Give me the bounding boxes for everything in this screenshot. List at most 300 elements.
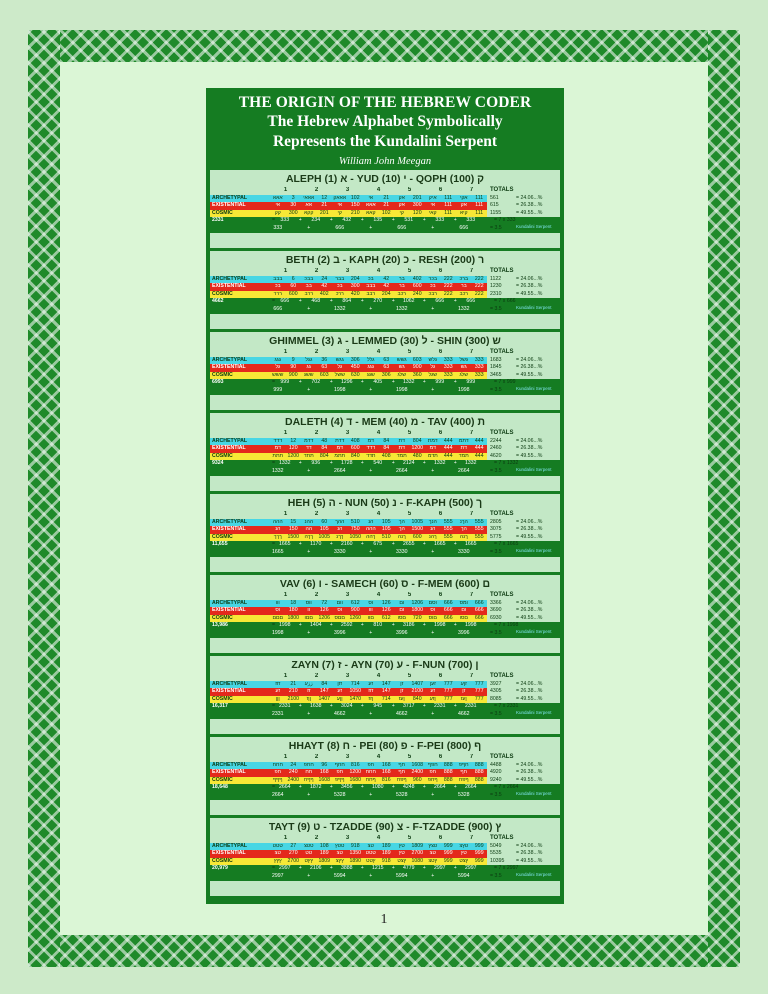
kundalini-value: 2664 — [457, 467, 470, 474]
column-number: 7 — [469, 349, 474, 355]
sum-value: 3888 — [340, 865, 353, 872]
sum-term — [339, 379, 370, 387]
hebrew-letters: הנ — [425, 526, 441, 534]
sum-term — [277, 217, 308, 225]
sum-term — [277, 703, 308, 711]
letter-value: 189 — [379, 843, 395, 851]
sum-term — [370, 541, 401, 549]
hebrew-letters: תמד — [456, 453, 472, 461]
letter-cell — [394, 850, 425, 858]
letter-value: 1890 — [349, 857, 362, 864]
document-card — [206, 88, 564, 904]
section-title: HHAYT (8) ח - PEI (80) פ - F-PEI (800) ף — [288, 740, 482, 752]
hebrew-letters: אאאק — [333, 194, 347, 201]
letter-value: 666 — [472, 615, 488, 623]
letter-value: 1680 — [349, 776, 362, 783]
letter-cell — [332, 438, 363, 446]
letter-value: 816 — [348, 762, 364, 770]
letter-value: 9 — [286, 357, 302, 365]
letter-value: 420 — [348, 291, 364, 299]
hebrew-letters: דמת — [425, 438, 441, 446]
section-title: GHIMMEL (3) ג - LEMMED (30) ל - SHIN (300) ש — [269, 335, 501, 347]
column-number: 4 — [376, 673, 381, 679]
row-label: COSMIC — [210, 777, 270, 785]
equals-sign: = — [271, 217, 276, 224]
hebrew-letters: זזז — [363, 688, 379, 696]
hebrew-letters: דדד — [270, 438, 286, 446]
letter-cell — [456, 688, 487, 696]
hebrew-letters: זן — [456, 688, 472, 696]
plus-sign: + — [307, 305, 311, 312]
hebrew-letters: ץצט — [456, 858, 472, 866]
sum-term — [308, 379, 339, 387]
letter-value: 2400 — [411, 769, 424, 776]
letter-cell — [270, 276, 301, 284]
letter-cell — [270, 534, 301, 542]
row-percentage: = 26.38...% — [516, 202, 543, 209]
kundalini-value: 333 — [273, 224, 283, 231]
column-number: 5 — [407, 592, 412, 598]
hebrew-letters: גל — [332, 364, 348, 372]
kundalini-label: Kundalini Serpent — [516, 385, 552, 391]
letter-cell — [332, 445, 363, 453]
hebrew-letters: טצ — [425, 850, 441, 858]
plus-sign: + — [329, 622, 333, 629]
sum-term — [432, 379, 463, 387]
letter-cell — [363, 850, 394, 858]
row-percentage: = 49.55...% — [516, 614, 543, 621]
cosmic-row — [210, 291, 560, 299]
letter-cell — [301, 688, 332, 696]
letter-value: 126 — [317, 607, 333, 615]
kundalini-term — [332, 468, 363, 476]
kundalini-value: 1332 — [457, 305, 470, 312]
hebrew-letters: ום — [456, 607, 472, 615]
doc-subtitle-line2: Represents the Kundalini Serpent — [272, 133, 498, 150]
letter-value: 612 — [348, 600, 364, 608]
letter-cell — [456, 364, 487, 372]
hebrew-letters: הך — [394, 519, 410, 527]
hebrew-letters: ףףח — [301, 777, 317, 785]
plus-sign: + — [369, 629, 373, 636]
sum-value: 1080 — [371, 784, 384, 791]
sum-term — [277, 379, 308, 387]
row-total: 2805 — [490, 518, 502, 525]
row-percentage: = 49.55...% — [516, 452, 543, 459]
sum-total-value: 4662 — [212, 298, 224, 305]
hebrew-letters: טטט — [363, 850, 379, 858]
table-section — [210, 332, 560, 410]
kundalini-ratio: = 3.5 — [490, 791, 502, 798]
letter-cell — [425, 843, 456, 851]
letter-cell — [301, 276, 332, 284]
column-number: 4 — [376, 187, 381, 193]
decorative-border-left — [28, 30, 60, 967]
plus-sign: + — [422, 865, 426, 872]
kundalini-value: 5994 — [333, 872, 346, 879]
column-number-cell — [425, 511, 456, 519]
kundalini-value: 5328 — [395, 791, 408, 798]
hebrew-letters: ששג — [301, 372, 317, 380]
hebrew-letters: חחח — [363, 769, 379, 777]
sum-term — [432, 784, 463, 792]
letter-cell — [270, 283, 301, 291]
letter-cell — [301, 438, 332, 446]
sum-term — [308, 460, 339, 468]
kundalini-term — [456, 225, 487, 233]
letter-value: 300 — [410, 202, 426, 210]
hebrew-letters: בבר — [332, 276, 348, 284]
hebrew-letters: גשל — [456, 357, 472, 365]
hebrew-letters: שלג — [394, 372, 410, 380]
plus-sign: + — [298, 865, 302, 872]
plus-sign: + — [431, 710, 435, 717]
kundalini-label: Kundalini Serpent — [516, 304, 552, 310]
row-label: EXISTENTIAL — [210, 688, 270, 696]
hebrew-letters: טץצ — [456, 843, 472, 851]
plus-sign: + — [369, 467, 373, 474]
sum-term — [401, 541, 432, 549]
sum-term — [277, 298, 308, 306]
letter-cell — [456, 850, 487, 858]
plus-sign: + — [391, 379, 395, 386]
kundalini-row — [210, 387, 560, 395]
letter-cell — [363, 696, 394, 704]
letter-cell — [363, 357, 394, 365]
sum-value: 2655 — [402, 541, 415, 548]
totals-label: TOTALS — [490, 592, 514, 598]
kundalini-value: 666 — [459, 224, 469, 231]
sum-row — [210, 784, 560, 792]
plus-sign: + — [391, 622, 395, 629]
letter-value: 105 — [379, 519, 395, 527]
letter-value: 24 — [317, 276, 333, 284]
sum-value: 4779 — [402, 865, 415, 872]
column-number: 4 — [376, 835, 381, 841]
sum-total — [210, 703, 270, 711]
sum-value: 1215 — [371, 865, 384, 872]
letter-cell — [270, 357, 301, 365]
letter-value: 111 — [472, 210, 488, 218]
sum-term — [308, 217, 339, 225]
kundalini-term — [332, 711, 363, 719]
column-number: 2 — [314, 430, 319, 436]
column-number: 3 — [345, 592, 350, 598]
hebrew-letters: ום — [394, 600, 410, 608]
plus-sign: + — [422, 784, 426, 791]
plus-sign: + — [391, 865, 395, 872]
letter-value: 102 — [379, 210, 395, 218]
blank-cell — [210, 430, 270, 438]
letter-value: 2700 — [411, 850, 424, 857]
row-percentage: = 26.38...% — [516, 850, 543, 857]
plus-sign: + — [431, 386, 435, 393]
column-number-row — [210, 430, 560, 438]
column-number: 7 — [469, 835, 474, 841]
letter-cell — [301, 534, 332, 542]
cosmic-row — [210, 777, 560, 785]
kundalini-term — [270, 873, 301, 881]
kundalini-term — [332, 630, 363, 638]
sum-formula: = 7 x 2664 — [494, 784, 519, 791]
sum-term — [432, 460, 463, 468]
column-number-cell — [394, 754, 425, 762]
kundalini-value: 2664 — [395, 467, 408, 474]
plus-cell — [425, 873, 456, 881]
hebrew-letters: דמ — [425, 445, 441, 453]
letter-value: 408 — [379, 453, 395, 461]
hebrew-letters: וו — [301, 607, 317, 615]
blank-cell — [210, 835, 270, 843]
kundalini-value: 3996 — [395, 629, 408, 636]
sum-value: 2997 — [464, 865, 477, 872]
cosmic-row — [210, 453, 560, 461]
letter-value: 603 — [317, 372, 333, 380]
sum-value: 864 — [342, 298, 352, 305]
letter-cell — [270, 202, 301, 210]
column-number: 1 — [283, 349, 288, 355]
plus-cell — [363, 873, 394, 881]
column-number: 6 — [438, 187, 443, 193]
column-number: 6 — [438, 673, 443, 679]
letter-cell — [456, 453, 487, 461]
hebrew-letters: קאא — [363, 210, 379, 218]
section-title: VAV (6) ו - SAMECH (60) ס - F-MEM (600) ם — [279, 578, 491, 590]
sum-row — [210, 379, 560, 387]
letter-cell — [394, 276, 425, 284]
sum-term — [339, 784, 370, 792]
sum-term — [463, 379, 494, 387]
kundalini-ratio: = 3.5 — [490, 872, 502, 879]
letter-cell — [301, 526, 332, 534]
column-number: 2 — [314, 835, 319, 841]
plus-sign: + — [298, 460, 302, 467]
plus-cell — [425, 306, 456, 314]
row-total: 1122 — [490, 275, 502, 282]
sum-total — [210, 541, 270, 549]
column-number: 5 — [407, 187, 412, 193]
row-percentage: = 26.38...% — [516, 526, 543, 533]
letter-cell — [456, 607, 487, 615]
plus-cell — [363, 468, 394, 476]
kundalini-value: 2664 — [333, 467, 346, 474]
sum-total — [210, 622, 270, 630]
sum-total-value: 20,979 — [212, 865, 228, 872]
hebrew-letters: גל — [270, 364, 286, 372]
letter-value: 120 — [410, 210, 426, 218]
sum-value: 4248 — [402, 784, 415, 791]
hebrew-letters: זן — [394, 681, 410, 689]
letter-cell — [270, 372, 301, 380]
column-number-cell — [425, 268, 456, 276]
letter-cell — [394, 858, 425, 866]
letter-value: 18 — [286, 600, 302, 608]
letter-cell — [332, 762, 363, 770]
existential-row — [210, 445, 560, 453]
letter-cell — [332, 357, 363, 365]
kundalini-value: 3330 — [457, 548, 470, 555]
kundalini-row — [210, 792, 560, 800]
hebrew-letters: םםס — [332, 615, 348, 623]
kundalini-term — [456, 792, 487, 800]
hebrew-letters: טץ — [456, 850, 472, 858]
hebrew-letters: אאאי — [301, 195, 317, 203]
kundalini-row — [210, 630, 560, 638]
plus-sign: + — [453, 460, 457, 467]
archetypal-row — [210, 276, 560, 284]
table-section — [210, 656, 560, 734]
kundalini-value: 999 — [273, 386, 283, 393]
kundalini-term — [394, 792, 425, 800]
hebrew-letters: טטצ — [301, 843, 317, 851]
letter-value: 126 — [379, 607, 395, 615]
sum-value: 999 — [466, 379, 476, 386]
letter-value: 714 — [379, 696, 395, 704]
column-number-cell — [332, 187, 363, 195]
row-percentage: = 49.55...% — [516, 209, 543, 216]
column-number-row — [210, 187, 560, 195]
hebrew-letters: וס — [270, 607, 286, 615]
row-total: 1230 — [490, 283, 502, 290]
letter-value: 21 — [317, 202, 333, 210]
letter-cell — [456, 357, 487, 365]
plus-sign: + — [329, 865, 333, 872]
letter-value: 150 — [286, 526, 302, 534]
hebrew-letters: גגל — [301, 357, 317, 365]
hebrew-letters: הך — [456, 526, 472, 534]
hebrew-letters: רבב — [363, 291, 379, 299]
kundalini-term — [456, 711, 487, 719]
plus-sign: + — [422, 703, 426, 710]
row-total: 615 — [490, 202, 499, 209]
hebrew-letters: ווס — [301, 600, 317, 608]
letter-cell — [270, 769, 301, 777]
hebrew-letters: חחף — [332, 762, 348, 770]
letter-cell — [270, 843, 301, 851]
hebrew-letters: זזן — [332, 681, 348, 689]
letter-value: 510 — [348, 519, 364, 527]
sum-term — [463, 217, 494, 225]
sum-value: 1998 — [464, 622, 477, 629]
plus-sign: + — [360, 865, 364, 872]
plus-sign: + — [453, 217, 457, 224]
column-number: 7 — [469, 511, 474, 517]
hebrew-letters: ךךנ — [332, 534, 348, 542]
sections-container — [206, 170, 564, 896]
letter-cell — [425, 850, 456, 858]
hebrew-letters: ךנה — [394, 534, 410, 542]
letter-value: 555 — [441, 519, 457, 527]
column-number: 7 — [469, 754, 474, 760]
plus-sign: + — [422, 298, 426, 305]
row-label: ARCHETYPAL — [210, 357, 270, 365]
hebrew-letters: דת — [456, 445, 472, 453]
row-label: ARCHETYPAL — [210, 438, 270, 446]
kundalini-value: 2331 — [271, 710, 284, 717]
plus-sign: + — [369, 386, 373, 393]
letter-value: 1005 — [411, 518, 424, 525]
totals-label: TOTALS — [490, 835, 514, 841]
sum-value: 666 — [466, 298, 476, 305]
hebrew-letters: ףפח — [394, 777, 410, 785]
column-number-cell — [394, 349, 425, 357]
row-percentage: = 26.38...% — [516, 607, 543, 614]
column-number: 4 — [376, 592, 381, 598]
letter-cell — [456, 276, 487, 284]
section-grid — [210, 511, 560, 557]
letter-cell — [301, 357, 332, 365]
sum-term — [463, 703, 494, 711]
plus-sign: + — [329, 217, 333, 224]
letter-cell — [332, 453, 363, 461]
letter-cell — [394, 283, 425, 291]
letter-value: 888 — [472, 777, 488, 785]
column-number-cell — [394, 673, 425, 681]
letter-cell — [394, 607, 425, 615]
archetypal-row — [210, 438, 560, 446]
letter-value: 777 — [441, 688, 457, 696]
blank-cell — [210, 349, 270, 357]
letter-value: 408 — [348, 438, 364, 446]
hebrew-letters: טצ — [332, 850, 348, 858]
sum-total — [210, 379, 270, 387]
sum-term — [308, 865, 339, 873]
letter-cell — [301, 453, 332, 461]
plus-sign: + — [391, 784, 395, 791]
sum-term — [401, 703, 432, 711]
letter-value: 1470 — [349, 695, 362, 702]
letter-value: 240 — [286, 769, 302, 777]
letter-cell — [332, 769, 363, 777]
plus-cell — [301, 711, 332, 719]
table-section — [210, 251, 560, 329]
letter-cell — [425, 615, 456, 623]
hebrew-letters: ההך — [332, 519, 348, 527]
hebrew-letters: אק — [456, 202, 472, 210]
column-number: 3 — [345, 349, 350, 355]
letter-value: 306 — [348, 357, 364, 365]
section-grid — [210, 349, 560, 395]
letter-value: 555 — [472, 519, 488, 527]
column-number: 7 — [469, 592, 474, 598]
kundalini-value: 5328 — [457, 791, 470, 798]
kundalini-value: 3330 — [395, 548, 408, 555]
totals-label: TOTALS — [490, 268, 514, 274]
sum-term — [463, 784, 494, 792]
hebrew-letters: ההה — [363, 526, 379, 534]
plus-cell — [425, 387, 456, 395]
column-number-cell — [332, 754, 363, 762]
plus-sign: + — [307, 386, 311, 393]
row-total: 561 — [490, 194, 499, 201]
blank-cell — [210, 873, 270, 881]
letter-cell — [301, 777, 332, 785]
totals-label: TOTALS — [490, 349, 514, 355]
letter-cell — [270, 453, 301, 461]
column-number-cell — [301, 592, 332, 600]
sum-value: 135 — [373, 217, 383, 224]
archetypal-row — [210, 600, 560, 608]
sum-value: 2664 — [278, 784, 291, 791]
hebrew-letters: דמ — [332, 445, 348, 453]
row-total: 2310 — [490, 290, 502, 297]
row-percentage: = 24.06...% — [516, 194, 543, 201]
column-number-cell — [425, 349, 456, 357]
letter-value: 168 — [317, 769, 333, 777]
letter-cell — [332, 681, 363, 689]
plus-cell — [363, 630, 394, 638]
row-total: 4620 — [490, 452, 502, 459]
